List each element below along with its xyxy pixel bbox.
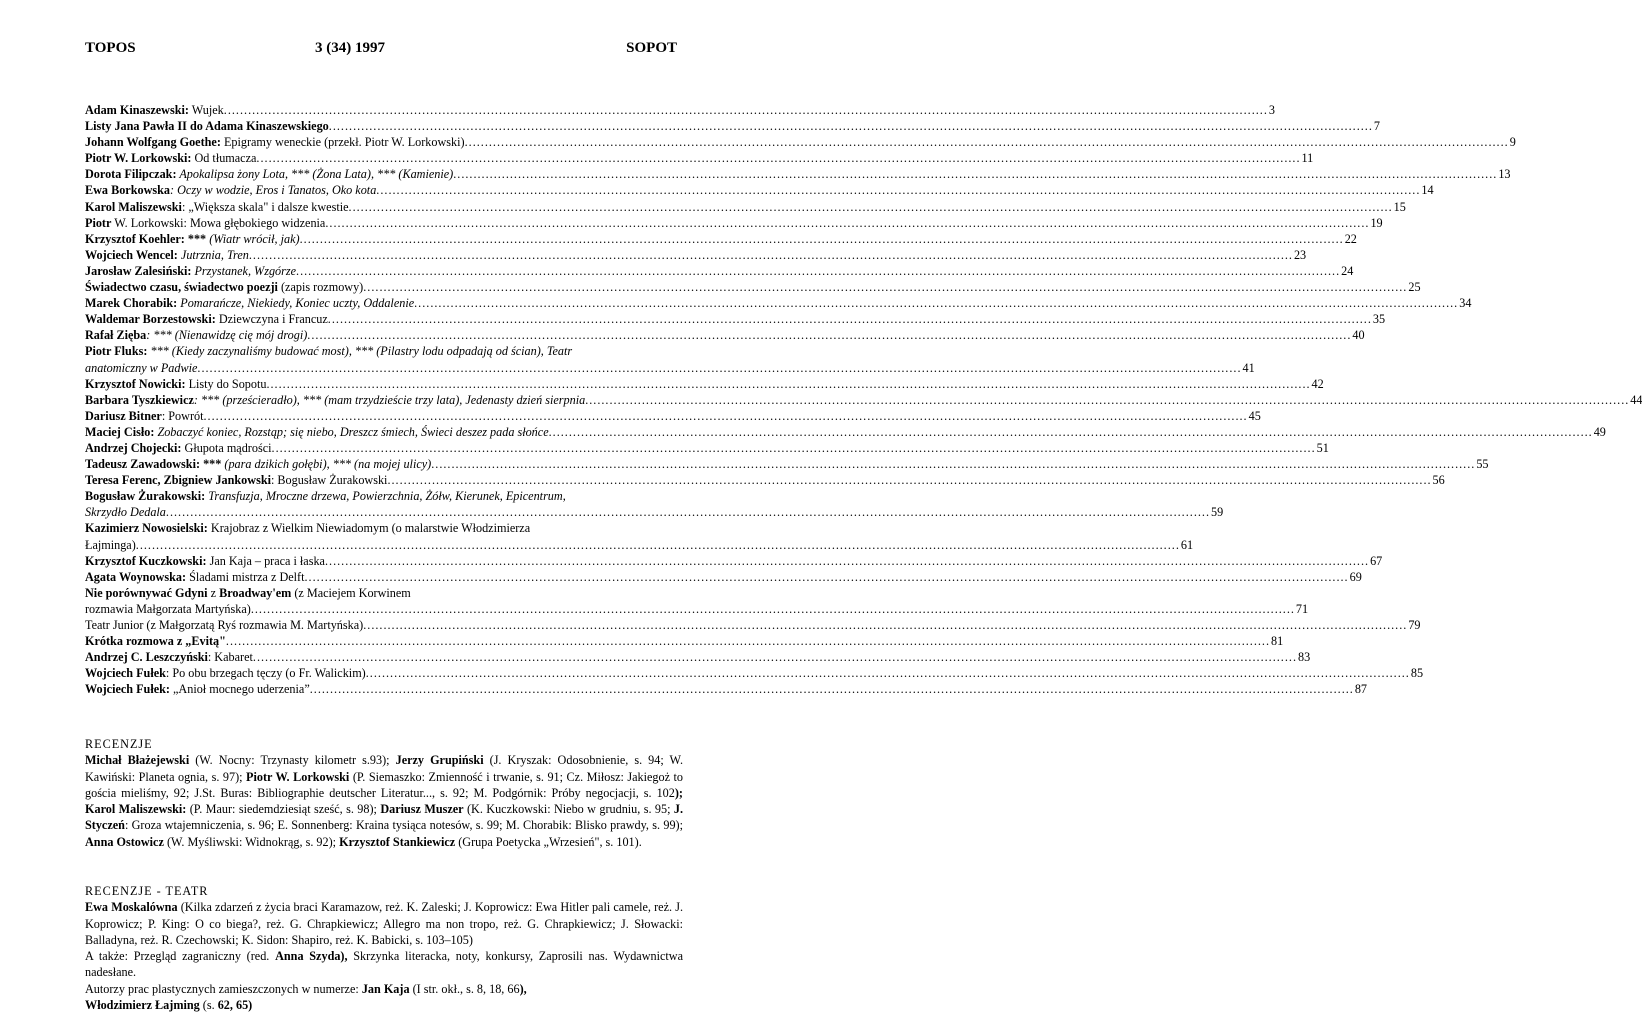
toc-entry[interactable] [85,585,1309,617]
toc-leader [136,537,1180,553]
toc-author: Teresa Ferenc, Zbigniew Jankowski [85,473,271,488]
review-author: Piotr W. Lorkowski [246,769,350,784]
toc-title: „Anioł mocnego uderzenia” [169,682,310,697]
toc-leader [204,408,1248,424]
toc-leader [329,118,1373,134]
toc-entry[interactable] [85,392,1642,408]
artist-2-prefix: (s. [199,998,218,1013]
also-prefix: A także: Przegląd zagraniczny (red. [85,949,276,964]
review-text: (Grupa Poetycka „Wrzesień", s. 101). [455,834,642,849]
toc-author: Agata Woynowska: [85,569,187,584]
toc-text [85,649,253,665]
review-author: Anna Ostowicz [85,834,164,849]
toc-entry[interactable] [85,440,1329,456]
reviews-section [85,736,683,850]
toc-entry[interactable] [85,424,1606,440]
toc-page: 41 [1242,360,1255,375]
toc-entry[interactable] [85,311,1386,327]
toc-leader [166,504,1210,520]
toc-leader [453,166,1497,182]
toc-text [85,617,363,633]
toc-leader [307,327,1351,343]
toc-page: 55 [1476,457,1489,472]
toc-entry[interactable] [85,376,1324,392]
toc-entry[interactable] [85,649,1311,665]
toc-leader [249,247,1293,263]
toc-title: Apokalipsa żony Lota, *** (Żona Lata), *** (Kamienie) [176,167,454,182]
toc-title: : Po obu brzegach tęczy (o Fr. Walickim) [165,666,366,681]
toc-leader [310,681,1354,697]
header-journal: TOPOS [85,40,136,56]
toc-page: 69 [1349,569,1362,584]
toc-leader [224,102,1268,118]
toc-title: Listy do Sopotu [185,376,267,391]
toc-entry[interactable] [85,150,1314,166]
toc-author: Tadeusz Zawadowski: *** [85,457,222,472]
toc-leader [325,215,1369,231]
toc-text [85,247,249,263]
toc-page: 59 [1211,505,1224,520]
toc-page: 79 [1408,618,1421,632]
toc-entry[interactable] [85,569,1362,585]
toc-leader [349,199,1393,215]
toc-author: Karol Maliszewski [85,199,182,214]
toc-leader [325,553,1369,569]
toc-title: rozmawia Małgorzata Martyńska) [85,601,251,616]
toc-author: Ewa Borkowska [85,183,170,198]
toc-text [85,134,465,150]
toc-page: 67 [1370,553,1383,568]
review-author: Dariusz Muszer [380,802,464,817]
toc-leader [226,633,1270,649]
toc-leader [253,649,1297,665]
toc-entry-line [85,601,1309,617]
toc-author: Krótka rozmowa z „Evitą" [85,634,226,649]
toc-author: Maciej Cisło: [85,424,155,439]
toc-entry[interactable] [85,247,1307,263]
toc-text [85,472,387,488]
toc-title: Głupota mądrości [181,440,272,455]
toc-entry[interactable] [85,199,1406,215]
toc-author: Wojciech Fułek: [85,682,170,697]
toc-text [85,102,224,118]
toc-author: Johann Wolfgang Goethe: [85,135,221,150]
toc-author: Waldemar Borzestowski: [85,312,216,327]
toc-page: 87 [1354,682,1368,697]
toc-entry[interactable] [85,520,1194,552]
review-author: Krzysztof Stankiewicz [339,834,456,849]
toc-entry[interactable] [85,456,1489,472]
toc-page: 42 [1311,376,1324,391]
toc-entry[interactable] [85,681,1368,697]
toc-page: 56 [1432,473,1445,488]
theatre-heading: RECENZJE - TEATR [85,884,209,898]
toc-author: Nie porównywać Gdyni [85,585,208,600]
artist-2: Włodzimierz Łajming [85,998,200,1013]
artist-1: Jan Kaja [361,981,410,996]
toc-leader [328,311,1372,327]
toc-author: Andrzej C. Leszczyński [85,650,208,665]
toc-title-wrap [85,360,197,376]
toc-text [85,681,310,697]
toc-text [85,376,266,392]
review-author: ); Karol Maliszewski: [85,785,683,817]
toc-title: : *** (Nienawidzę cię mój drogi) [146,328,308,343]
toc-text [85,392,585,408]
theatre-text: (Kilka zdarzeń z życia braci Karamazow, reż. K. Zaleski; J. Koprowicz: Ewa Hitler pali camele, reż. J. Koprowicz; P. King: O co biega?, reż. G. Chrapkiewicz; Allegro ma non tropo, reż. G. Chrapkiewicz; J. Słowacki: Balladyna, reż. R. Czechowski; K. Sidon: Shapiro, reż. K. Babicki, s. 103–105) [85,900,683,947]
toc-entry[interactable] [85,279,1421,295]
artist-1-close: ), [519,981,527,996]
toc-text [85,633,226,649]
toc-entry-line [85,585,685,601]
toc-title: *** (Kiedy zaczynaliśmy budować most), *** (Pilastry lodu odpadają od ścian), Teatr [147,344,573,359]
theatre-body [85,899,683,948]
toc-author: Krzysztof Nowicki: [85,376,186,391]
toc-title: Dziewczyna i Francuz [215,312,328,327]
toc-entry[interactable] [85,408,1261,424]
toc-title: Krajobraz z Wielkim Niewiadomym (o malarstwie Włodzimierza [207,521,531,536]
review-text: (W. Nocny: Trzynasty kilometr s.93); [189,753,396,768]
toc-author: Krzysztof Kuczkowski: [85,553,207,568]
toc-text [85,456,431,472]
header-city: SOPOT [626,40,677,56]
toc-title-wrap [85,537,136,553]
header-issue: 3 (34) 1997 [315,40,385,56]
toc-entry[interactable] [85,617,1421,633]
review-text: (W. Myśliwski: Widnokrąg, s. 92); [163,834,340,849]
toc-title-wrap [85,601,251,617]
toc-title: Skrzydło Dedala [85,505,166,520]
toc-title: Jan Kaja – praca i łaska [206,553,325,568]
review-text: (K. Kuczkowski: Niebo w grudniu, s. 95; [463,802,674,817]
toc-title: Teatr Junior (z Małgorzatą Ryś rozmawia M. Martyńska) [85,618,364,632]
also-suffix: Skrzynka literacka, noty, konkursy, Zaprosili nas. Wydawnictwa nadesłane. [85,949,683,980]
toc-page: 11 [1301,151,1314,166]
toc-author: Piotr W. Lorkowski: [85,151,192,166]
toc-entry[interactable] [85,343,1255,375]
review-text: (P. Siemaszko: Zmienność i trwanie, s. 91; Cz. Miłosz: Jakiegoż to gościa mieliśmy, 92; J.St. Buras: Bibliographie deutscher Literatur..., s. 92; M. Podgórnik: Próby negocjacji, s. 102 [85,769,683,800]
toc-leader [296,263,1340,279]
toc-author: Barbara Tyszkiewicz [85,392,194,407]
theatre-author: Ewa Moskalówna [85,900,178,915]
toc-leader [549,424,1593,440]
toc-leader [272,440,1316,456]
toc-title: Jutrznia, Tren [177,247,249,262]
toc-leader [376,182,1420,198]
toc-author: Listy Jana Pawła II do Adama Kinaszewskiego [85,119,329,134]
toc-page: 9 [1509,135,1516,150]
toc-author: Andrzej Chojecki: [85,440,182,455]
toc-text [85,279,363,295]
toc-author: Wojciech Wencel: [85,247,178,262]
toc-author: Adam Kinaszewski: [85,103,189,117]
artist-2-pages: 62, 65) [217,998,253,1013]
toc-author: Broadway'em [219,585,292,600]
toc-entry[interactable] [85,553,1383,569]
toc-leader [366,665,1410,681]
toc-author: Wojciech Fułek [85,666,166,681]
toc-entry[interactable] [85,327,1365,343]
toc-entry[interactable] [85,295,1472,311]
review-author: Jerzy Grupiński [395,753,484,768]
toc-leader [387,472,1431,488]
toc-title: z [207,585,220,600]
toc-text [85,327,307,343]
toc-leader [266,376,1310,392]
toc-page: 81 [1271,634,1284,649]
toc-author: Świadectwo czasu, świadectwo poezji [85,280,278,295]
also-bold: Anna Szyda), [275,949,348,964]
toc-entry-line [85,504,1224,520]
toc-page: 83 [1297,650,1311,665]
toc-title: (para dzikich gołębi), *** (na mojej ulicy) [221,457,432,472]
toc-page: 85 [1410,666,1424,681]
toc-text [85,665,366,681]
toc-entry[interactable] [85,215,1383,231]
toc-page: 13 [1498,167,1511,182]
toc-page: 14 [1421,183,1434,198]
review-text: (J. Kryszak: Odosobnienie, s. 94; W. Kawiński: Planeta ognia, s. 97); [85,753,683,784]
toc-title: W. Lorkowski: Mowa głębokiego widzenia [111,215,326,230]
toc-leader [251,601,1295,617]
toc-text [85,408,204,424]
toc-entry-line [85,488,685,504]
toc-title: : Powrót [161,408,204,423]
toc-page: 45 [1248,408,1261,423]
toc-title: Wujek [188,103,224,117]
toc-text [85,311,328,327]
artists-line [85,981,683,1013]
toc-author: Marek Chorabik: [85,296,178,311]
toc-page: 24 [1341,263,1354,278]
toc-text [85,263,296,279]
toc-text [85,215,325,231]
theatre-reviews-section [85,883,683,1013]
toc-page: 25 [1408,280,1421,295]
toc-page: 35 [1372,312,1386,327]
toc-entry[interactable] [85,488,1224,520]
toc-page: 49 [1593,424,1606,439]
artist-1-pages: (I str. okł., s. 8, 18, 66 [409,981,520,996]
toc-leader [585,392,1629,408]
toc-text [85,118,329,134]
toc-author: Rafał Zięba [85,328,147,343]
toc-leader [465,134,1509,150]
toc-title: : *** (prześcieradło), *** (mam trzydzieście trzy lata), Jedenasty dzień sierpnia [193,392,586,407]
review-text: : Groza wtajemniczenia, s. 96; E. Sonnenberg: Kraina tysiąca notesów, s. 99; M. Chorabik: Blisko prawdy, s. 99); [124,818,683,833]
toc-entry[interactable] [85,231,1357,247]
reviews-heading: RECENZJE [85,737,153,751]
toc-entry[interactable] [85,633,1284,649]
toc-title: Od tłumacza [191,151,257,166]
toc-title: Zobaczyć koniec, Rozstąp; się niebo, Dreszcz śmiech, Świeci deszez pada słońce [154,424,549,439]
toc-title: Śladami mistrza z Delft [186,569,305,584]
toc-title: (Wiatr wrócił, jak) [206,231,300,246]
toc-author: Dorota Filipczak: [85,167,177,182]
toc-author: Krzysztof Koehler: *** [85,231,207,246]
toc-page: 34 [1459,296,1472,311]
toc-text [85,553,325,569]
reviews-body [85,752,683,850]
toc-leader [197,360,1241,376]
toc-page: 19 [1370,215,1383,230]
toc-text [85,295,414,311]
toc-entry[interactable] [85,263,1354,279]
toc-page: 23 [1293,247,1307,262]
toc-title: : „Większa skala" i dalsze kwestie [181,199,349,214]
also-line [85,948,683,981]
toc-author: Jarosław Zalesiński: [85,263,192,278]
toc-entry[interactable] [85,182,1434,198]
toc-text [85,440,272,456]
toc-text [85,150,256,166]
toc-page: 22 [1344,231,1357,246]
toc-text [85,199,349,215]
toc-page: 51 [1316,440,1329,455]
toc-title: (z Maciejem Korwinem [291,585,411,600]
toc-leader [305,569,1349,585]
review-author: J. Styczeń [85,802,683,833]
toc-entry[interactable] [85,118,1380,134]
toc-title: Łajminga) [85,537,136,552]
toc-title: (zapis rozmowy) [277,280,364,295]
toc-page: 44 [1630,392,1642,407]
toc-title: Epigramy weneckie (przekł. Piotr W. Lorkowski) [220,135,465,150]
toc-leader [414,295,1458,311]
toc-title: : Kabaret [207,650,253,665]
toc-page: 3 [1268,103,1275,117]
toc-leader [300,231,1344,247]
toc-author: Bogusław Żurakowski: [85,489,206,504]
toc-text [85,424,549,440]
toc-entry[interactable] [85,134,1516,150]
toc-author: Piotr [85,215,112,230]
toc-entry-line [85,520,685,536]
toc-entry[interactable] [85,102,1275,118]
toc-text [85,231,300,247]
toc-title: : Oczy w wodzie, Eros i Tanatos, Oko kota [170,183,377,198]
toc-title: Transfuzja, Mroczne drzewa, Powierzchnia, Żółw, Kierunek, Epicentrum, [205,489,566,504]
toc-leader [363,617,1407,633]
toc-title-wrap [85,504,166,520]
toc-author: Dariusz Bitner [85,408,162,423]
toc-page: 40 [1352,328,1365,343]
toc-leader [363,279,1407,295]
toc-page: 7 [1373,119,1380,134]
review-author: Michał Błażejewski [85,753,190,768]
toc-entry[interactable] [85,665,1424,681]
toc-page: 15 [1393,199,1406,214]
toc-text [85,182,376,198]
toc-title: anatomiczny w Padwie [85,360,198,375]
review-text: (P. Maur: siedemdziesiąt sześć, s. 98); [186,802,381,817]
toc-author: Piotr Fluks: [85,344,148,359]
toc-leader [256,150,1300,166]
toc-title: : Bogusław Żurakowski [271,473,388,488]
toc-text [85,569,305,585]
table-of-contents [85,102,1642,697]
toc-entry-line [85,360,1255,376]
toc-page: 61 [1180,537,1194,552]
toc-entry[interactable] [85,166,1511,182]
toc-leader [431,456,1475,472]
page-header [85,40,677,60]
toc-title: Pomarańcze, Niekiedy, Koniec uczty, Oddalenie [177,296,415,311]
toc-entry-line [85,343,685,359]
toc-page: 71 [1295,601,1309,616]
toc-title: Przystanek, Wzgórze [191,263,297,278]
toc-author: Kazimierz Nowosielski: [85,521,208,536]
toc-entry-line [85,537,1194,553]
artists-prefix: Autorzy prac plastycznych zamieszczonych w numerze: [85,981,362,996]
toc-entry[interactable] [85,472,1445,488]
toc-text [85,166,453,182]
